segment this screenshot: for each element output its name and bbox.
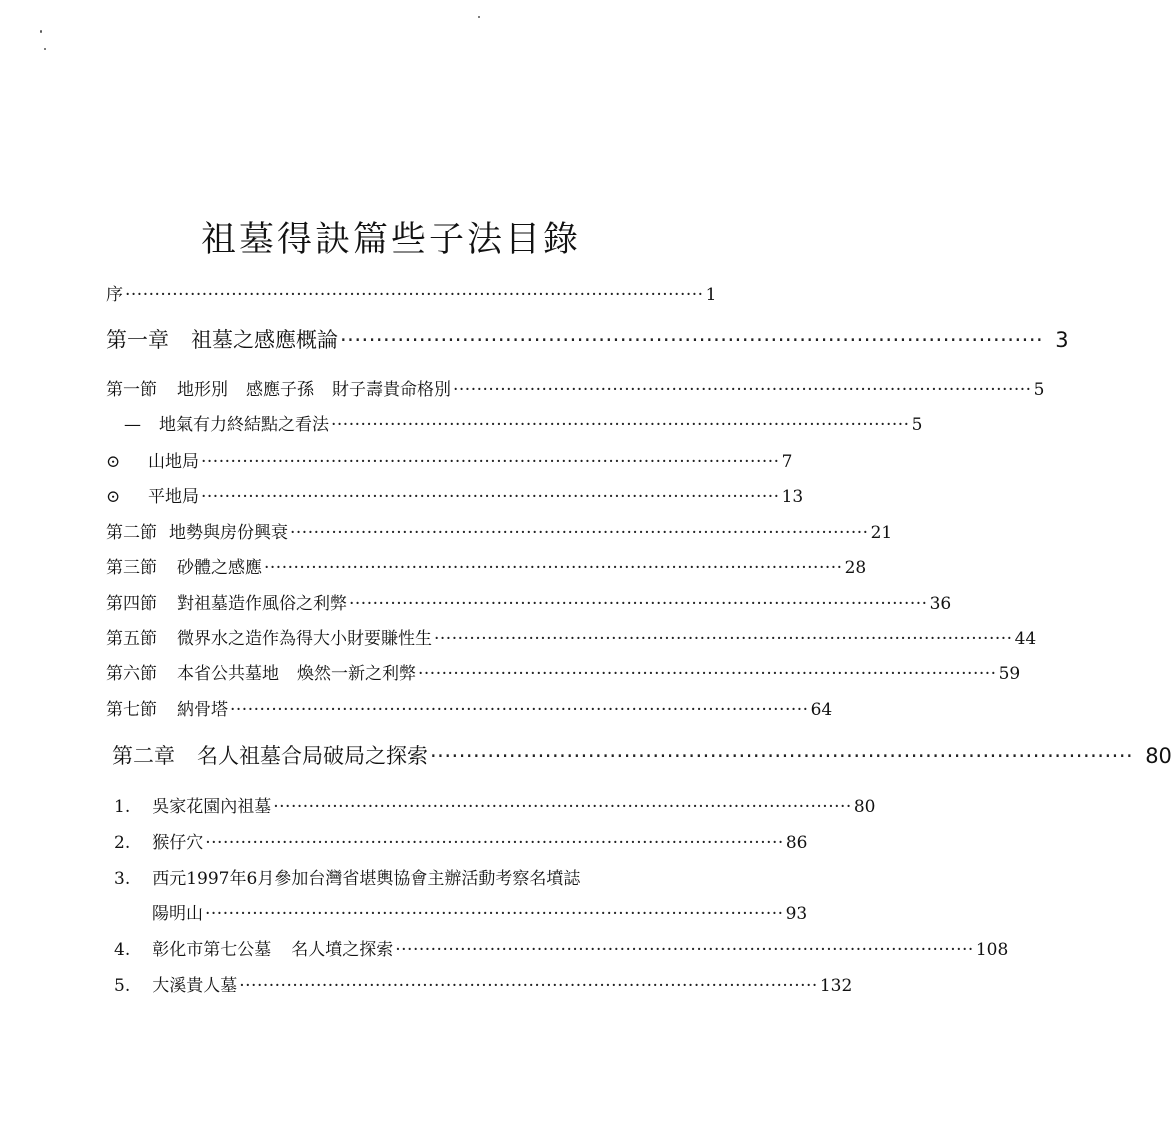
toc-entry-preface [106, 280, 717, 305]
entry-title: 對祖墓造作風俗之利弊 [177, 594, 347, 614]
entry-title: 平地局 [148, 487, 199, 507]
toc-entry [106, 695, 833, 720]
dot-leader: ·································································································· [201, 487, 780, 507]
page-number: 7 [781, 452, 793, 472]
toc-chapter-1 [106, 324, 1069, 354]
scan-speck [44, 48, 46, 50]
toc-entry [106, 659, 1021, 684]
toc-entry [114, 971, 853, 996]
section-number: 第三節 [106, 558, 157, 578]
scan-speck [40, 30, 42, 33]
entry-title: 猴仔穴 [152, 833, 204, 853]
entry-title: 大溪貴人墓 [152, 976, 238, 996]
dot-leader: ·································································································· [273, 797, 852, 817]
dot-leader: ·································································································· [230, 700, 809, 720]
entry-title: 地形別 [177, 380, 228, 400]
dot-leader: ·································································································· [349, 594, 928, 614]
toc-entry [106, 589, 952, 614]
page-number: 1 [705, 285, 717, 305]
entry-title: 納骨塔 [177, 700, 228, 720]
chapter-title: 祖墓之感應概論 [191, 328, 338, 352]
page-number: 13 [781, 487, 804, 507]
section-number: 第四節 [106, 594, 157, 614]
item-number: 3. [114, 869, 131, 889]
scan-speck [478, 16, 480, 18]
toc-entry [106, 447, 793, 472]
section-number: 第五節 [106, 629, 157, 649]
page-number: 80 [1145, 744, 1172, 768]
dot-leader: ·································································································· [331, 415, 910, 435]
toc-entry [124, 410, 923, 435]
page-number: 64 [810, 700, 833, 720]
section-number: 第二節 [106, 523, 157, 543]
toc-entry [106, 375, 1045, 400]
page-number: 80 [853, 797, 876, 817]
toc-entry [106, 518, 893, 543]
dot-leader: ·································································································· [434, 629, 1013, 649]
page-number: 44 [1014, 629, 1037, 649]
dot-leader: ·································································································· [205, 833, 784, 853]
entry-title: 煥然一新之利弊 [297, 664, 416, 684]
chapter-title: 名人祖墓合局破局之探索 [197, 744, 428, 768]
entry-title: 微界水之造作為得大小財要賺性生 [177, 629, 432, 649]
entry-title: 本省公共墓地 [177, 664, 279, 684]
section-number: 第六節 [106, 664, 157, 684]
entry-title: 感應子孫 [246, 380, 314, 400]
dot-leader: ·································································································· [395, 940, 974, 960]
toc-entry [106, 482, 804, 507]
toc-entry [114, 828, 808, 853]
page-number: 59 [998, 664, 1021, 684]
page-number: 86 [785, 833, 808, 853]
page-number: 5 [911, 415, 923, 435]
toc-entry [114, 792, 876, 817]
dot-leader: ·································································································· [430, 744, 1134, 768]
entry-title: 彰化市第七公墓 [152, 940, 272, 960]
entry-title: 陽明山 [152, 904, 203, 924]
page-number: 132 [819, 976, 853, 996]
toc-chapter-2 [112, 740, 1172, 770]
page-title: 祖墓得訣篇些子法目錄 [200, 220, 581, 260]
page-number: 21 [870, 523, 893, 543]
entry-label: 序 [106, 285, 123, 305]
toc-entry [114, 864, 638, 889]
page-number: 36 [929, 594, 952, 614]
entry-title: 山地局 [148, 452, 199, 472]
toc-entry [106, 624, 1037, 649]
dot-leader: ·································································································· [290, 523, 869, 543]
dot-leader: ·································································································· [453, 380, 1032, 400]
chapter-number: 第二章 [112, 744, 175, 768]
item-number: 1. [114, 797, 131, 817]
dot-leader: ·································································································· [205, 904, 784, 924]
toc-entry-continuation [152, 899, 808, 924]
circle-dot-icon: ⊙ [106, 452, 121, 472]
toc-entry [114, 935, 1009, 960]
dot-leader: ·································································································· [239, 976, 818, 996]
dot-leader: ·································································································· [125, 285, 704, 305]
entry-title: 西元1997年6月參加台灣省堪輿協會主辦活動考察名墳誌 [152, 869, 581, 889]
dot-leader: ·································································································· [201, 452, 780, 472]
section-number: 第七節 [106, 700, 157, 720]
item-number: 2. [114, 833, 131, 853]
entry-title: 地勢與房份興衰 [169, 523, 288, 543]
dot-leader: ·································································································· [418, 664, 997, 684]
item-number: 5. [114, 976, 131, 996]
page-number: 3 [1055, 328, 1069, 352]
entry-title: 財子壽貴命格別 [332, 380, 451, 400]
chapter-number: 第一章 [106, 328, 169, 352]
dot-leader: ·································································································· [264, 558, 843, 578]
item-number: 4. [114, 940, 131, 960]
toc-entry [106, 553, 867, 578]
entry-title: 地氣有力終結點之看法 [159, 415, 329, 435]
page-number: 28 [844, 558, 867, 578]
dash-marker: — [124, 415, 141, 435]
page-number: 93 [785, 904, 808, 924]
entry-title: 砂體之感應 [177, 558, 262, 578]
circle-dot-icon: ⊙ [106, 487, 121, 507]
section-number: 第一節 [106, 380, 157, 400]
dot-leader: ·································································································· [340, 328, 1044, 352]
entry-title: 吳家花園內祖墓 [152, 797, 272, 817]
page-number: 5 [1033, 380, 1045, 400]
page-number: 108 [975, 940, 1009, 960]
entry-title: 名人墳之探索 [291, 940, 394, 960]
